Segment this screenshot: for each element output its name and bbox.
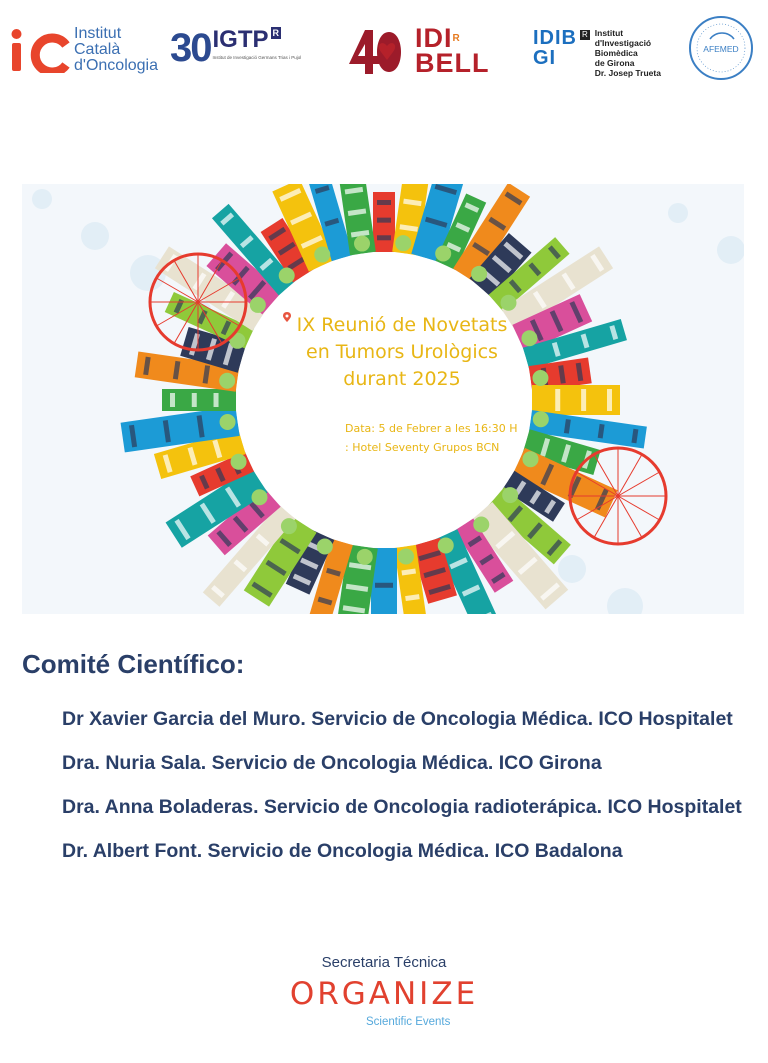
registered-badge: R [272,28,280,38]
tree-shape [231,454,247,470]
tree-shape [532,370,548,386]
igtp-anniversary-number: 30 [170,26,211,70]
tree-shape [533,411,549,427]
ico-logo [10,26,158,74]
cloud-shape [607,588,643,614]
cloud-shape [668,203,688,223]
building-shape [162,389,236,411]
registered-badge: R [582,30,588,39]
idibgi-logo [533,28,661,78]
igtp-subtitle: Institut de Investigació Germans Trias i Pujol [212,55,302,60]
tree-shape [314,247,330,263]
banner-text [282,312,522,457]
ferris-wheel-spoke [618,496,660,520]
ico-name [74,26,158,74]
tree-shape [473,517,489,533]
tree-shape [357,549,373,565]
afemed-name: AFEMED [703,44,739,54]
committee-list [62,707,762,883]
registered-badge: R [452,33,461,44]
organize-logo: ORGANIZE [289,976,479,1012]
building-shape [373,192,395,252]
event-title-line: en Tumors Urològics [306,341,498,363]
idibgi-line: GI [533,47,557,69]
tree-shape [522,451,538,467]
tree-shape [471,266,487,282]
igtp-logo [170,27,301,69]
event-location-text: : Hotel Seventy Grupos BCN [345,441,500,454]
idibgi-line: IDIB [533,27,577,49]
tree-shape [354,236,370,252]
idibell-line: BELL [415,48,490,78]
ico-name-line: Institut [74,25,122,42]
tree-shape [435,246,451,262]
ico-mark-icon [10,27,70,73]
logo-header [0,0,768,100]
idibgi-subtitle-line: Biomèdica [594,48,638,58]
ico-name-line: d'Oncologia [74,57,158,74]
tree-shape [398,548,414,564]
idibell-logo [343,22,490,80]
event-title-line: durant 2025 [343,368,461,390]
tree-shape [502,487,518,503]
idibell-line: IDI [415,23,453,53]
ferris-wheel-spoke [618,496,642,538]
event-date: Data: 5 de Febrer a les 16:30 H [345,422,518,435]
committee-heading: Comité Científico: [22,649,245,679]
organize-subtitle: Scientific Events [366,1016,451,1028]
idibell-40-mark-icon [343,22,409,80]
event-location [345,438,522,457]
tree-shape [281,518,297,534]
secretaria-label: Secretaria Técnica [321,954,447,971]
committee-member: Dr. Albert Font. Servicio de Oncologia Médica. ICO Badalona [62,840,623,862]
committee-member: Dra. Anna Boladeras. Servicio de Oncologia radioterápica. ICO Hospitalet [62,796,742,818]
cloud-shape [32,189,52,209]
cloud-shape [558,555,586,583]
igtp-name: IGTP [212,26,269,53]
tree-shape [501,295,517,311]
tree-shape [521,330,537,346]
cloud-shape [81,222,109,250]
idibgi-subtitle-line: d'Investigació [594,38,652,48]
idibgi-subtitle-line: de Girona [594,58,635,68]
tree-shape [395,235,411,251]
building-shape [532,385,620,415]
map-pin-icon [282,312,292,322]
ferris-wheel-spoke [618,472,660,496]
afemed-logo [688,15,754,81]
idibgi-subtitle [595,28,661,78]
event-banner [22,184,744,614]
committee-member: Dra. Nuria Sala. Servicio de Oncologia Médica. ICO Girona [62,752,602,774]
tree-shape [317,538,333,554]
tree-shape [219,373,235,389]
ferris-wheel-spoke [618,454,642,496]
idibgi-subtitle-line: Dr. Josep Trueta [594,68,661,78]
tree-shape [250,297,266,313]
event-info [282,419,522,457]
cloud-shape [717,236,744,264]
tree-shape [220,414,236,430]
committee-member: Dr Xavier Garcia del Muro. Servicio de Oncologia Médica. ICO Hospitalet [62,708,733,730]
event-title [282,312,522,393]
event-title-line: IX Reunió de Novetats [296,314,508,336]
tree-shape [279,267,295,283]
tree-shape [251,489,267,505]
tree-shape [438,537,454,553]
idibgi-subtitle-line: Institut [594,28,624,38]
ico-name-line: Català [74,41,121,58]
